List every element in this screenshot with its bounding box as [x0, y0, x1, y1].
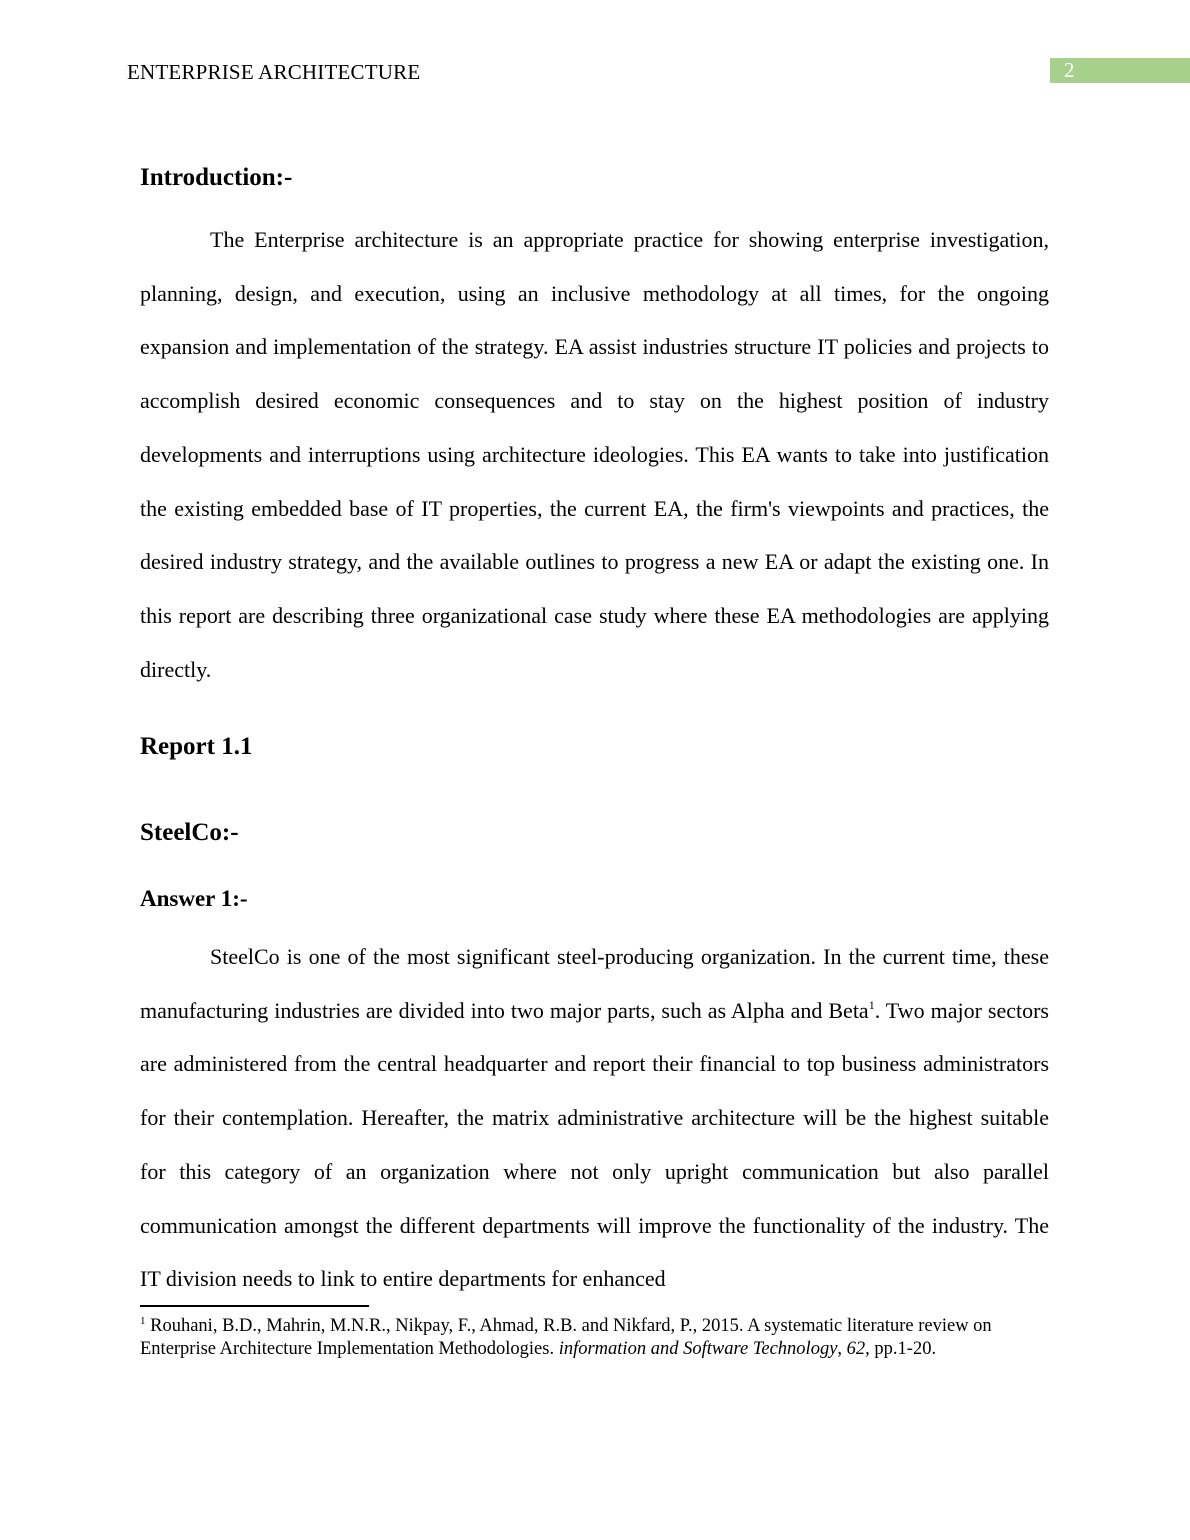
answer-1-heading: Answer 1:-	[140, 886, 248, 911]
footnote-pages: , pp.1-20.	[865, 1339, 937, 1359]
page-number: 2	[1064, 58, 1075, 82]
running-header-title: ENTERPRISE ARCHITECTURE	[127, 60, 421, 84]
footnote	[140, 1315, 1060, 1361]
footnote-journal-title: information and Software Technology	[558, 1339, 838, 1359]
footnote-separator-text: ,	[837, 1339, 847, 1359]
footnote-number: 1	[140, 1315, 146, 1327]
report-heading: Report 1.1	[140, 733, 253, 760]
footnote-citation-text: Rouhani, B.D., Mahrin, M.N.R., Nikpay, F., Ahmad, R.B. and Nikfard, P., 2015. A systematic literature review on Enterprise Architecture Implementation Methodologies.	[140, 1316, 992, 1359]
introduction-heading: Introduction:-	[140, 164, 293, 191]
footnote-volume: 62	[846, 1339, 866, 1359]
steelco-heading: SteelCo:-	[140, 819, 239, 846]
introduction-paragraph: The Enterprise architecture is an appropriate practice for showing enterprise investigation, planning, design, and execution, using an inclusive methodology at all times, for the ongoing expansion and implementation of the strategy. EA assist industries structure IT policies and projects to accomplish desired economic consequences and to stay on the highest position of industry developments and interruptions using architecture ideologies. This EA wants to take into justification the existing embedded base of IT properties, the current EA, the firm's viewpoints and practices, the desired industry strategy, and the available outlines to progress a new EA or adapt the existing one. In this report are describing three organizational case study where these EA methodologies are applying directly.	[140, 227, 1049, 682]
footnote-separator	[140, 1305, 369, 1307]
steelco-paragraph-part2: . Two major sectors are administered from the central headquarter and report their financial to top business administrators for their contemplation. Hereafter, the matrix administrative architecture will be the highest suitable for this category of an organization where not only upright communication but also parallel communication amongst the different departments will improve the functionality of the industry. The IT division needs to link to entire departments for enhanced	[140, 997, 1049, 1292]
steelco-paragraph	[140, 930, 1049, 1306]
page-number-badge	[1050, 58, 1190, 83]
footnote-reference[interactable]: 1	[868, 997, 875, 1012]
steelco-paragraph-part1: SteelCo is one of the most significant steel-producing organization. In the current time, these manufacturing industries are divided into two major parts, such as Alpha and Beta	[140, 944, 1049, 1023]
